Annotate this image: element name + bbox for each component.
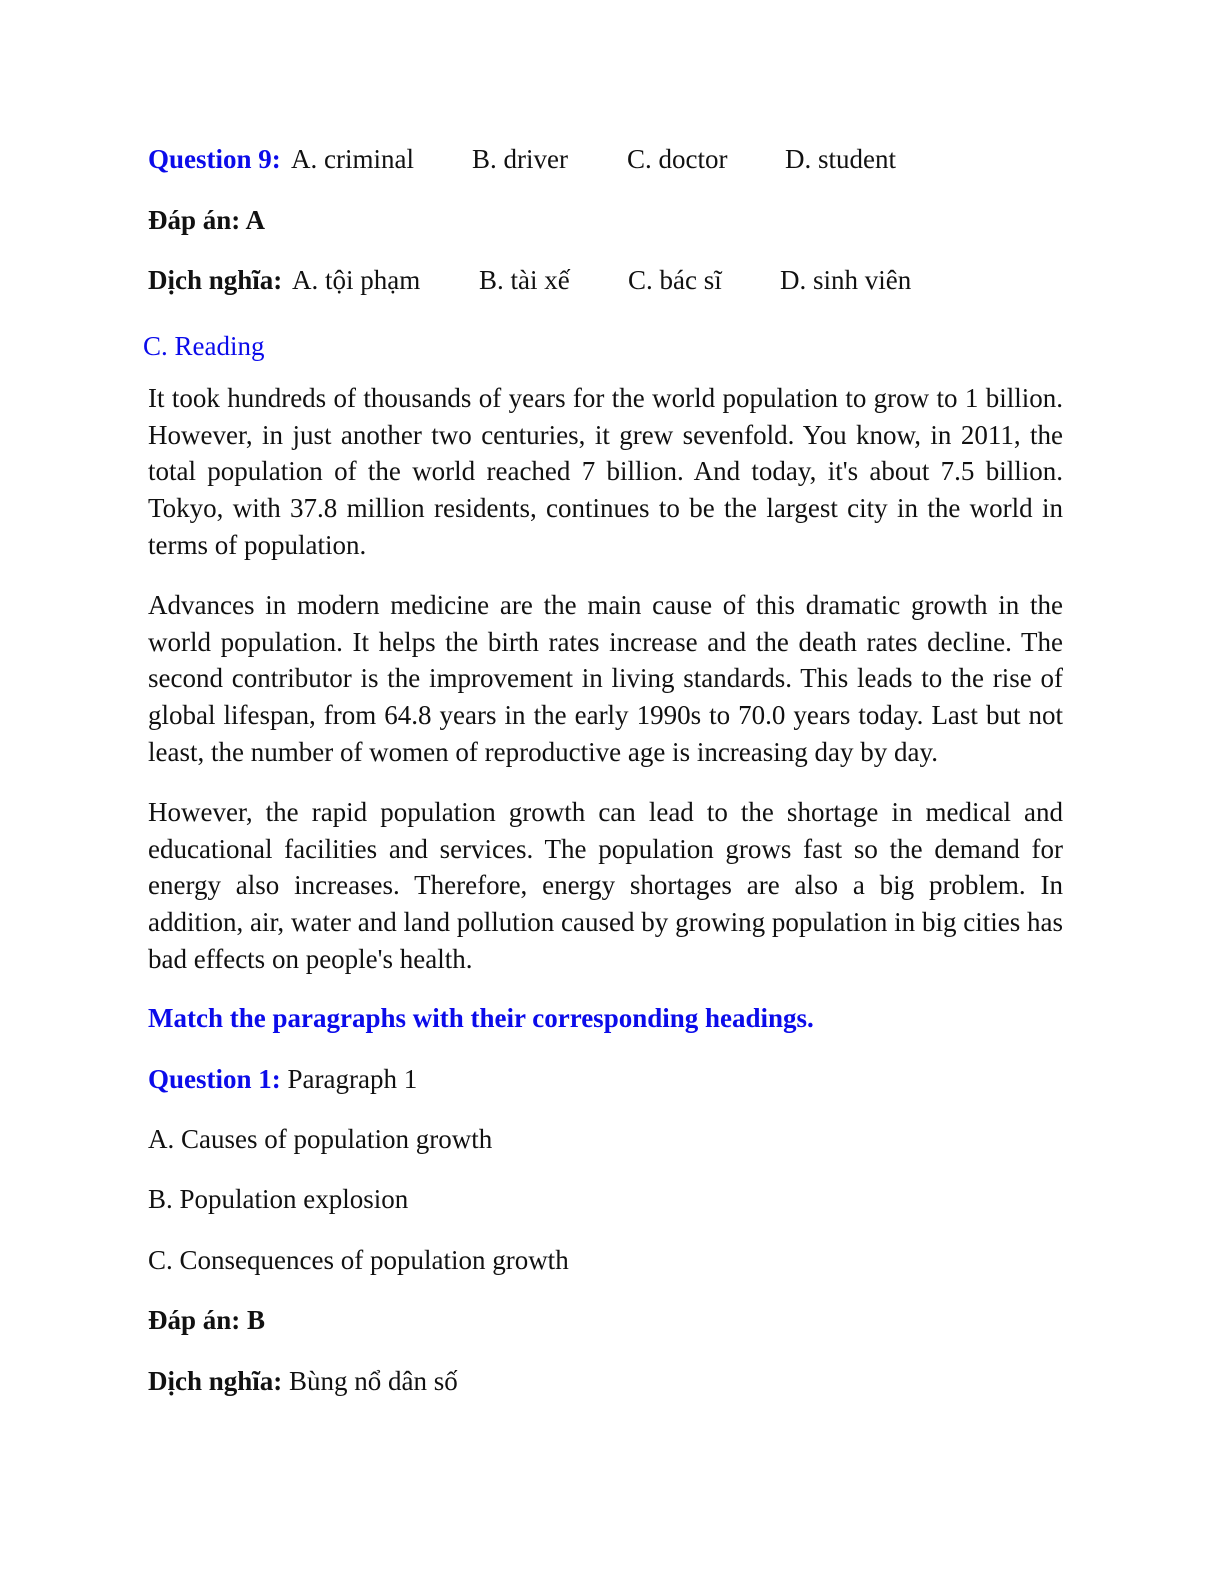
q9-option-d: D. student — [785, 144, 896, 174]
question-1-prompt: Paragraph 1 — [287, 1064, 418, 1094]
answer-label: Đáp án: — [148, 1305, 241, 1335]
q1-option-a: A. Causes of population growth — [148, 1124, 493, 1154]
q9-option-a: A. criminal — [291, 144, 414, 174]
answer-value: B — [247, 1305, 266, 1335]
question-9-answer — [148, 202, 265, 238]
q9-translation-d: D. sinh viên — [780, 265, 912, 295]
question-9-label: Question 9: — [148, 144, 281, 174]
q9-translation-a: A. tội phạm — [292, 265, 421, 295]
q9-translation-b: B. tài xế — [479, 265, 570, 295]
translation-label: Dịch nghĩa: — [148, 1366, 283, 1396]
q9-option-c: C. doctor — [627, 144, 728, 174]
answer-label: Đáp án: — [148, 205, 241, 235]
question-1-label: Question 1: — [148, 1064, 281, 1094]
question-9-row — [148, 141, 896, 177]
question-9-translation — [148, 262, 912, 298]
translation-label: Dịch nghĩa: — [148, 265, 283, 295]
reading-instruction: Match the paragraphs with their corresponding headings. — [148, 1003, 814, 1033]
question-1-answer — [148, 1302, 265, 1338]
q9-translation-c: C. bác sĩ — [628, 265, 722, 295]
section-title-reading: C. Reading — [143, 331, 265, 361]
q1-option-b: B. Population explosion — [148, 1184, 409, 1214]
answer-value: A — [245, 205, 266, 235]
q9-option-b: B. driver — [472, 144, 568, 174]
reading-paragraph-3: However, the rapid population growth can lead to the shortage in medical and educational facilities and services. The population grows fast so the demand for energy also increases. Therefore, energy shortages are also a big problem. In addition, air, water and land pollution caused by growing population in big cities has bad effects on people's health. — [148, 797, 1063, 974]
reading-paragraph-2: Advances in modern medicine are the main cause of this dramatic growth in the world population. It helps the birth rates increase and the death rates decline. The second contributor is the improvement in living standards. This leads to the rise of global lifespan, from 64.8 years in the early 1990s to 70.0 years today. Last but not least, the number of women of reproductive age is increasing day by day. — [148, 590, 1063, 767]
question-1-translation — [148, 1363, 458, 1399]
question-1-row — [148, 1061, 417, 1097]
q1-option-c: C. Consequences of population growth — [148, 1245, 569, 1275]
translation-value: Bùng nổ dân số — [289, 1366, 458, 1396]
reading-paragraph-1: It took hundreds of thousands of years for the world population to grow to 1 billion. However, in just another two centuries, it grew sevenfold. You know, in 2011, the total population of the world reached 7 billion. And today, it's about 7.5 billion. Tokyo, with 37.8 million residents, continues to be the largest city in the world in terms of population. — [148, 383, 1063, 560]
